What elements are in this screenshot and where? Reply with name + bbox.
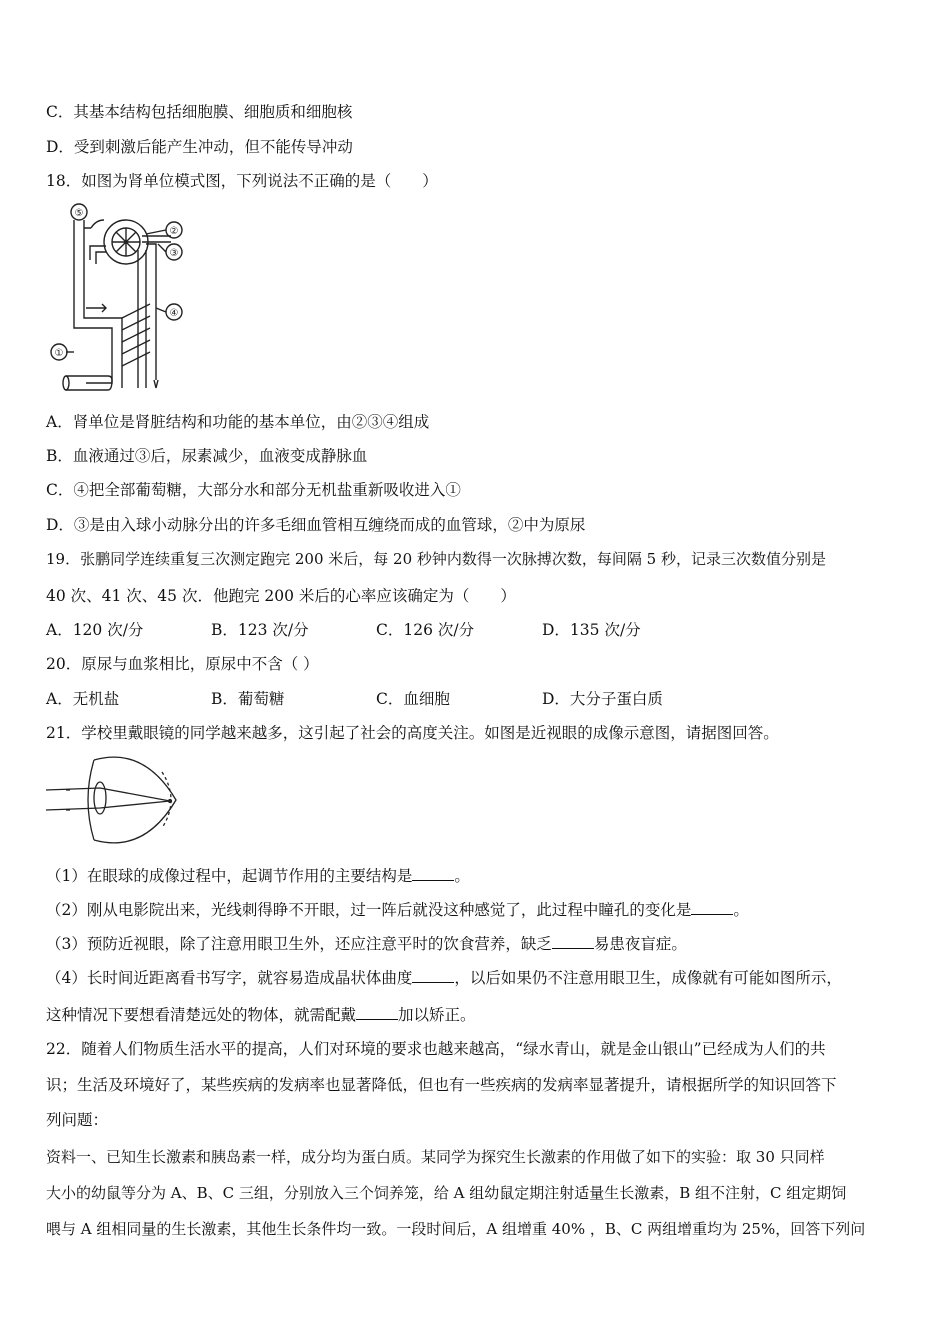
q19-option-b: B．123 次/分 (211, 621, 309, 639)
q21-sub3-text: （3）预防近视眼，除了注意用眼卫生外，还应注意平时的饮食营养，缺乏 (46, 935, 552, 953)
answer-blank[interactable] (691, 900, 733, 915)
myopia-eye-diagram (44, 752, 184, 848)
answer-blank[interactable] (552, 934, 594, 949)
q18-option-c: C．④把全部葡萄糖，大部分水和部分无机盐重新吸收进入① (46, 481, 461, 499)
q21-sub4-mid: ，以后如果仍不注意用眼卫生，成像就有可能如图所示， (454, 969, 842, 987)
q21-stem: 21．学校里戴眼镜的同学越来越多，这引起了社会的高度关注。如图是近视眼的成像示意图，请据图回答。 (46, 724, 779, 742)
q22-material-line3: 喂与 A 组相同量的生长激素，其他生长条件均一致。一段时间后，A 组增重 40% ，B、C 两组增重均为 25%，回答下列问 (46, 1220, 866, 1238)
q21-sub4-text: （4）长时间近距离看书写字，就容易造成晶状体曲度 (46, 969, 413, 987)
q17-option-d: D．受到刺激后能产生冲动，但不能传导冲动 (46, 138, 353, 156)
q19-option-d: D．135 次/分 (542, 621, 641, 639)
q19-stem-line1: 19．张鹏同学连续重复三次测定跑完 200 米后，每 20 秒钟内数得一次脉搏次数，每间隔 5 秒，记录三次数值分别是 (46, 550, 826, 568)
q18-option-a: A．肾单位是肾脏结构和功能的基本单位，由②③④组成 (46, 413, 430, 431)
q21-sub1-end: 。 (454, 867, 470, 885)
q21-sub2 (46, 900, 749, 920)
q19-option-c: C．126 次/分 (376, 621, 475, 639)
figure-label-2: ② (169, 226, 179, 237)
q17-option-c: C．其基本结构包括细胞膜、细胞质和细胞核 (46, 103, 353, 121)
q21-sub4-end: 加以矫正。 (398, 1006, 476, 1024)
q21-sub2-text: （2）刚从电影院出来，光线刺得睁不开眼，过一阵后就没这种感觉了，此过程中瞳孔的变化是 (46, 901, 692, 919)
q20-stem: 20．原尿与血浆相比，原尿中不含（ ） (46, 655, 319, 673)
q20-option-a: A．无机盐 (46, 690, 120, 708)
q22-stem-line1: 22．随着人们物质生活水平的提高，人们对环境的要求也越来越高，“绿水青山，就是金山银山”已经成为人们的共 (46, 1040, 826, 1058)
q21-sub4 (46, 968, 842, 988)
q21-sub3 (46, 934, 687, 954)
q21-sub2-end: 。 (733, 901, 749, 919)
q20-option-d: D．大分子蛋白质 (542, 690, 663, 708)
q21-sub4-cont-text: 这种情况下要想看清楚远处的物体，就需配戴 (46, 1006, 357, 1024)
answer-blank[interactable] (356, 1005, 398, 1020)
nephron-diagram (46, 200, 196, 400)
q22-material-line1: 资料一、已知生长激素和胰岛素一样，成分均为蛋白质。某同学为探究生长激素的作用做了如下的实验：取 30 只同样 (46, 1148, 825, 1166)
q21-sub1-text: （1）在眼球的成像过程中，起调节作用的主要结构是 (46, 867, 413, 885)
q22-stem-line2: 识；生活及环境好了，某些疾病的发病率也显著降低，但也有一些疾病的发病率显著提升，请根据所学的知识回答下 (46, 1076, 837, 1094)
q18-option-b: B．血液通过③后，尿素减少，血液变成静脉血 (46, 447, 368, 465)
q18-stem: 18．如图为肾单位模式图，下列说法不正确的是（ ） (46, 172, 438, 190)
q18-option-d: D．③是由入球小动脉分出的许多毛细血管相互缠绕而成的血管球，②中为原尿 (46, 516, 586, 534)
q19-stem-line2: 40 次、41 次、45 次．他跑完 200 米后的心率应该确定为（ ） (46, 587, 516, 605)
q21-sub1 (46, 866, 470, 886)
answer-blank[interactable] (412, 968, 454, 983)
q21-sub3-end: 易患夜盲症。 (593, 935, 687, 953)
figure-label-1: ① (54, 348, 64, 359)
answer-blank[interactable] (412, 866, 454, 881)
q20-option-c: C．血细胞 (376, 690, 450, 708)
q20-option-b: B．葡萄糖 (211, 690, 285, 708)
figure-label-5: ⑤ (74, 208, 84, 219)
q21-sub4-cont (46, 1005, 476, 1025)
figure-label-3: ③ (169, 248, 179, 259)
q22-stem-line3: 列问题： (46, 1111, 109, 1129)
figure-label-4: ④ (169, 308, 179, 319)
q19-option-a: A．120 次/分 (46, 621, 144, 639)
q22-material-line2: 大小的幼鼠等分为 A、B、C 三组，分别放入三个饲养笼，给 A 组幼鼠定期注射适量生长激素，B 组不注射，C 组定期饲 (46, 1184, 847, 1202)
